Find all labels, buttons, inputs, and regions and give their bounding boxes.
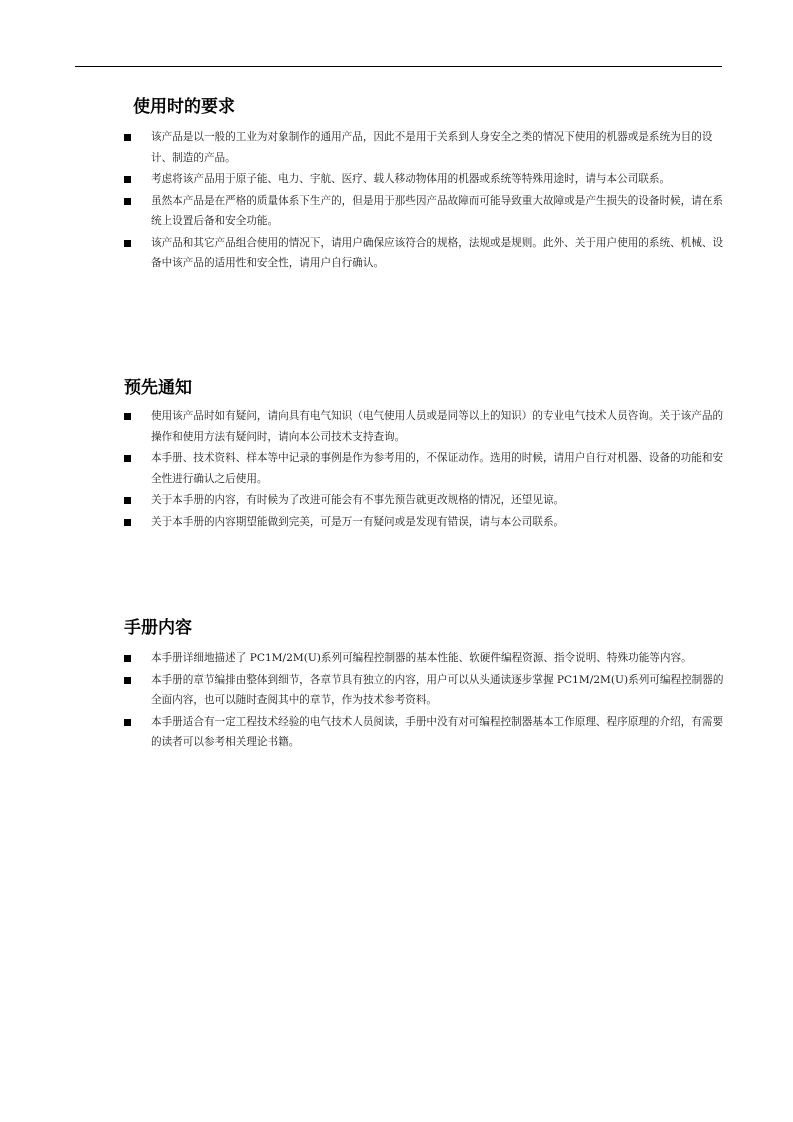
list-item: 本手册、技术资料、样本等中记录的事例是作为参考用的，不保证动作。选用的时候，请用户自行对机器、设备的功能和安全性进行确认之后使用。 [124,448,724,489]
header-rule [75,66,722,67]
list-item: 本手册详细地描述了 PC1M/2M(U)系列可编程控制器的基本性能、软硬件编程资源、指令说明、特殊功能等内容。 [124,648,724,669]
square-bullet-icon [124,176,131,183]
square-bullet-icon [124,655,131,662]
section-title: 使用时的要求 [133,97,235,117]
bullet-list [124,406,724,533]
square-bullet-icon [124,455,131,462]
list-item: 该产品是以一般的工业为对象制作的通用产品，因此不是用于关系到人身安全之类的情况下使用的机器或是系统为目的设计、制造的产品。 [124,127,724,168]
list-item: 该产品和其它产品组合使用的情况下，请用户确保应该符合的规格，法规或是规则。此外、关于用户使用的系统、机械、设备中该产品的适用性和安全性，请用户自行确认。 [124,233,724,274]
list-item: 本手册适合有一定工程技术经验的电气技术人员阅读，手册中没有对可编程控制器基本工作原理、程序原理的介绍，有需要的读者可以参考相关理论书籍。 [124,712,724,753]
square-bullet-icon [124,198,131,205]
list-item: 关于本手册的内容，有时候为了改进可能会有不事先预告就更改规格的情况，还望见谅。 [124,490,724,511]
section-title: 预先通知 [124,378,192,398]
square-bullet-icon [124,719,131,726]
square-bullet-icon [124,134,131,141]
square-bullet-icon [124,677,131,684]
list-item: 关于本手册的内容期望能做到完美，可是万一有疑问或是发现有错误，请与本公司联系。 [124,512,724,533]
square-bullet-icon [124,413,131,420]
section-title: 手册内容 [124,618,192,638]
list-item: 本手册的章节编排由整体到细节，各章节具有独立的内容，用户可以从头通读逐步掌握 PC1M/2M(U)系列可编程控制器的全面内容，也可以随时查阅其中的章节，作为技术参考资料。 [124,670,724,711]
list-item: 使用该产品时如有疑问，请向具有电气知识（电气使用人员或是同等以上的知识）的专业电气技术人员咨询。关于该产品的操作和使用方法有疑问时，请向本公司技术支持查询。 [124,406,724,447]
square-bullet-icon [124,497,131,504]
square-bullet-icon [124,519,131,526]
square-bullet-icon [124,240,131,247]
list-item: 考虑将该产品用于原子能、电力、宇航、医疗、载人移动物体用的机器或系统等特殊用途时，请与本公司联系。 [124,169,724,190]
bullet-list [124,127,724,275]
list-item: 虽然本产品是在严格的质量体系下生产的，但是用于那些因产品故障而可能导致重大故障或是产生损失的设备时候，请在系统上设置后备和安全功能。 [124,191,724,232]
bullet-list [124,648,724,754]
